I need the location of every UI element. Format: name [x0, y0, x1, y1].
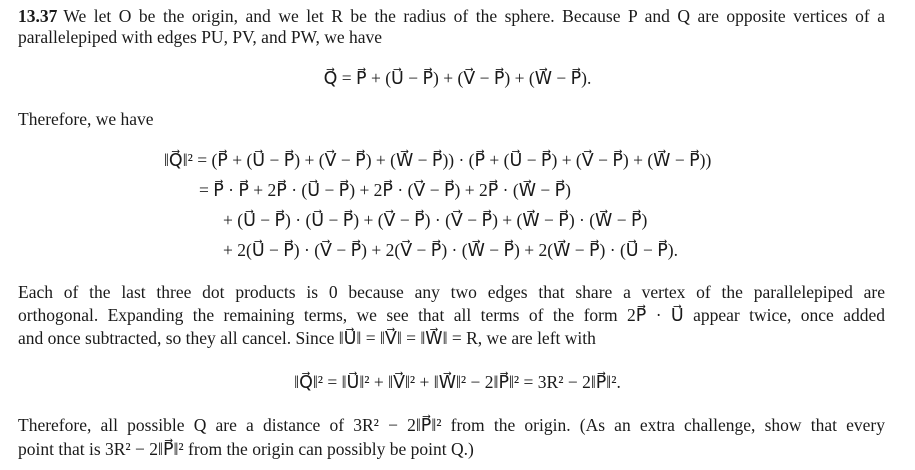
paragraph2-line-2: orthogonal. Expanding the remaining terms, we see that all terms of the form 2P⃗ · U⃗ appear twice, once added [18, 305, 885, 325]
paragraph2-line-3: and once subtracted, so they all cancel. Since ‖U⃗‖ = ‖V⃗‖ = ‖W⃗‖ = R, we are left with [18, 328, 596, 348]
expansion-line-4: + 2(U⃗ − P⃗) · (V⃗ − P⃗) + 2(V⃗ − P⃗) · (W⃗ − P⃗) + 2(W⃗ − P⃗) · (U⃗ − P⃗). [223, 240, 678, 260]
intro-line-2: parallelepiped with edges PU, PV, and PW, we have [18, 27, 383, 47]
therefore-label: Therefore, we have [18, 109, 154, 129]
paragraph3-line-1: Therefore, all possible Q are a distance of 3R² − 2‖P⃗‖² from the origin. (As an extra challenge, show that every [18, 415, 885, 435]
intro-text-1: We let O be the origin, and we let R be the radius of the sphere. Because P and Q are opposite vertices of a [63, 6, 885, 26]
paragraph2-line-1: Each of the last three dot products is 0 because any two edges that share a vertex of the parallelepiped are [18, 282, 885, 302]
expansion-line-2: = P⃗ · P⃗ + 2P⃗ · (U⃗ − P⃗) + 2P⃗ · (V⃗ − P⃗) + 2P⃗ · (W⃗ − P⃗) [199, 180, 571, 200]
paragraph3-line-2: point that is 3R² − 2‖P⃗‖² from the origin can possibly be point Q.) [18, 439, 474, 459]
expansion-line-3: + (U⃗ − P⃗) · (U⃗ − P⃗) + (V⃗ − P⃗) · (V⃗ − P⃗) + (W⃗ − P⃗) · (W⃗ − P⃗) [223, 210, 648, 230]
equation-result: ‖Q⃗‖² = ‖U⃗‖² + ‖V⃗‖² + ‖W⃗‖² − 2‖P⃗‖² = 3R² − 2‖P⃗‖². [294, 372, 621, 392]
problem-number: 13.37 [18, 6, 58, 26]
equation-q-definition: Q⃗ = P⃗ + (U⃗ − P⃗) + (V⃗ − P⃗) + (W⃗ − P⃗). [323, 68, 592, 88]
expansion-line-1: ‖Q⃗‖² = (P⃗ + (U⃗ − P⃗) + (V⃗ − P⃗) + (W⃗ − P⃗)) · (P⃗ + (U⃗ − P⃗) + (V⃗ − P⃗) + (W⃗ − P⃗)) [164, 150, 712, 170]
